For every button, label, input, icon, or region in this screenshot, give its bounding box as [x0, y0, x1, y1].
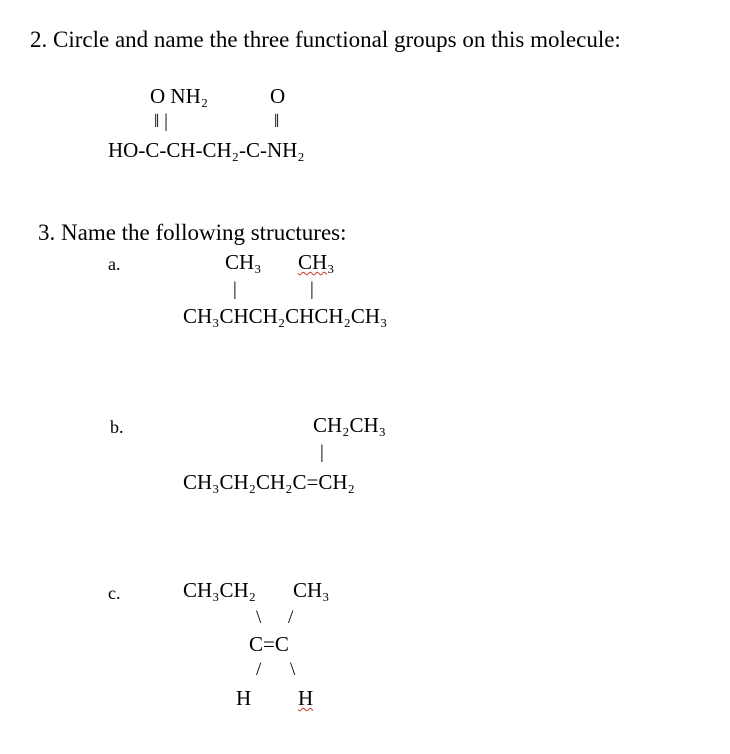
q3a-substituent-2: [298, 252, 335, 273]
q3c-bond-bottom-left: /: [256, 659, 262, 680]
q3c-bond-top-right: /: [288, 607, 294, 628]
q3a-substituent-1: CH₃: [225, 250, 262, 274]
q3b-substituent: CH₂CH₃: [313, 413, 386, 437]
q3c-label: c.: [108, 583, 121, 603]
q2-bonds-left: ‖ |: [154, 111, 168, 132]
q3a-bond-2: |: [310, 279, 314, 300]
q2-top-left-groups: O NH₂: [150, 84, 209, 108]
q3c-bottom-right-hydrogen-text: H: [298, 686, 314, 710]
q3b-label: b.: [110, 417, 124, 437]
q3b-main-chain: CH₃CH₂CH₂C=CH₂: [183, 470, 355, 494]
question-2-prompt: 2. Circle and name the three functional groups on this molecule:: [30, 27, 621, 52]
q3c-top-left-group: CH₃CH₂: [183, 578, 256, 602]
q3c-bottom-left-hydrogen: H: [236, 686, 252, 710]
q3a-substituent-2-text: CH₃: [298, 250, 335, 274]
q3a-label: a.: [108, 254, 121, 274]
q3a-main-chain: CH₃CHCH₂CHCH₂CH₃: [183, 304, 388, 328]
q3c-bond-bottom-right: \: [290, 659, 296, 680]
question-3-prompt: 3. Name the following structures:: [38, 220, 347, 245]
q3c-bond-top-left: \: [256, 607, 262, 628]
q3c-double-bond-center: C=C: [249, 632, 289, 656]
q3b-bond: |: [320, 442, 324, 463]
q3c-bottom-right-hydrogen: [298, 688, 313, 709]
q2-bond-right: ‖: [274, 111, 280, 132]
q3a-bond-1: |: [233, 279, 237, 300]
q2-main-chain: HO-C-CH-CH₂-C-NH₂: [108, 138, 305, 162]
q3c-top-right-group: CH₃: [293, 578, 330, 602]
q2-top-right-oxygen: O: [270, 84, 286, 108]
